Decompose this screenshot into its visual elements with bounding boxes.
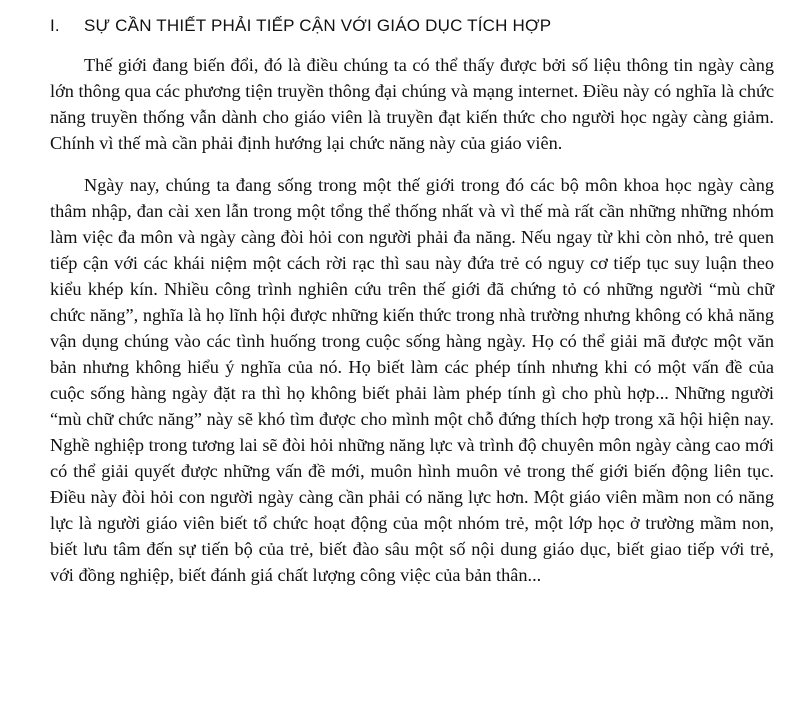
section-title: SỰ CẦN THIẾT PHẢI TIẾP CẬN VỚI GIÁO DỤC TÍCH HỢP	[84, 16, 552, 35]
paragraph-1: Thế giới đang biến đổi, đó là điều chúng ta có thể thấy được bởi số liệu thông tin ngày càng lớn thông qua các phương tiện truyền thông đại chúng và mạng internet. Điều này có nghĩa là chức năng truyền thống vẫn dành cho giáo viên là truyền đạt kiến thức cho người học ngày càng giảm. Chính vì thế mà cần phải định hướng lại chức năng này của giáo viên.	[50, 55, 774, 153]
section-number: I.	[50, 16, 60, 35]
section-heading	[50, 16, 774, 36]
paragraph-2: Ngày nay, chúng ta đang sống trong một thế giới trong đó các bộ môn khoa học ngày càng thâm nhập, đan cài xen lẫn trong một tổng thể thống nhất và vì thế mà rất cần những những nhóm làm việc đa môn và ngày càng đòi hỏi con người phải đa năng. Nếu ngay từ khi còn nhỏ, trẻ quen tiếp cận với các khái niệm một cách rời rạc thì sau này đứa trẻ có nguy cơ tiếp tục suy luận theo kiểu khép kín. Nhiều công trình nghiên cứu trên thế giới đã chứng tỏ có những người “mù chữ chức năng”, nghĩa là họ lĩnh hội được những kiến thức trong nhà trường nhưng không có khả năng vận dụng chúng vào các tình huống trong cuộc sống hàng ngày. Họ có thể giải mã được một văn bản nhưng không hiểu ý nghĩa của nó. Họ biết làm các phép tính nhưng khi có một vấn đề của cuộc sống hàng ngày đặt ra thì họ không biết phải làm phép tính gì cho phù hợp... Những người “mù chữ chức năng” này sẽ khó tìm được cho mình một chỗ đứng thích hợp trong xã hội hiện nay. Nghề nghiệp trong tương lai sẽ đòi hỏi những năng lực và trình độ chuyên môn ngày càng cao mới có thể giải quyết được những vấn đề mới, muôn hình muôn vẻ trong thế giới biến động liên tục. Điều này đòi hỏi con người ngày càng cần phải có năng lực hơn. Một giáo viên mầm non có năng lực là người giáo viên biết tổ chức hoạt động của một nhóm trẻ, một lớp học ở trường mầm non, biết lưu tâm đến sự tiến bộ của trẻ, biết đào sâu một số nội dung giáo dục, biết giao tiếp với trẻ, với đồng nghiệp, biết đánh giá chất lượng công việc của bản thân...	[50, 175, 774, 585]
